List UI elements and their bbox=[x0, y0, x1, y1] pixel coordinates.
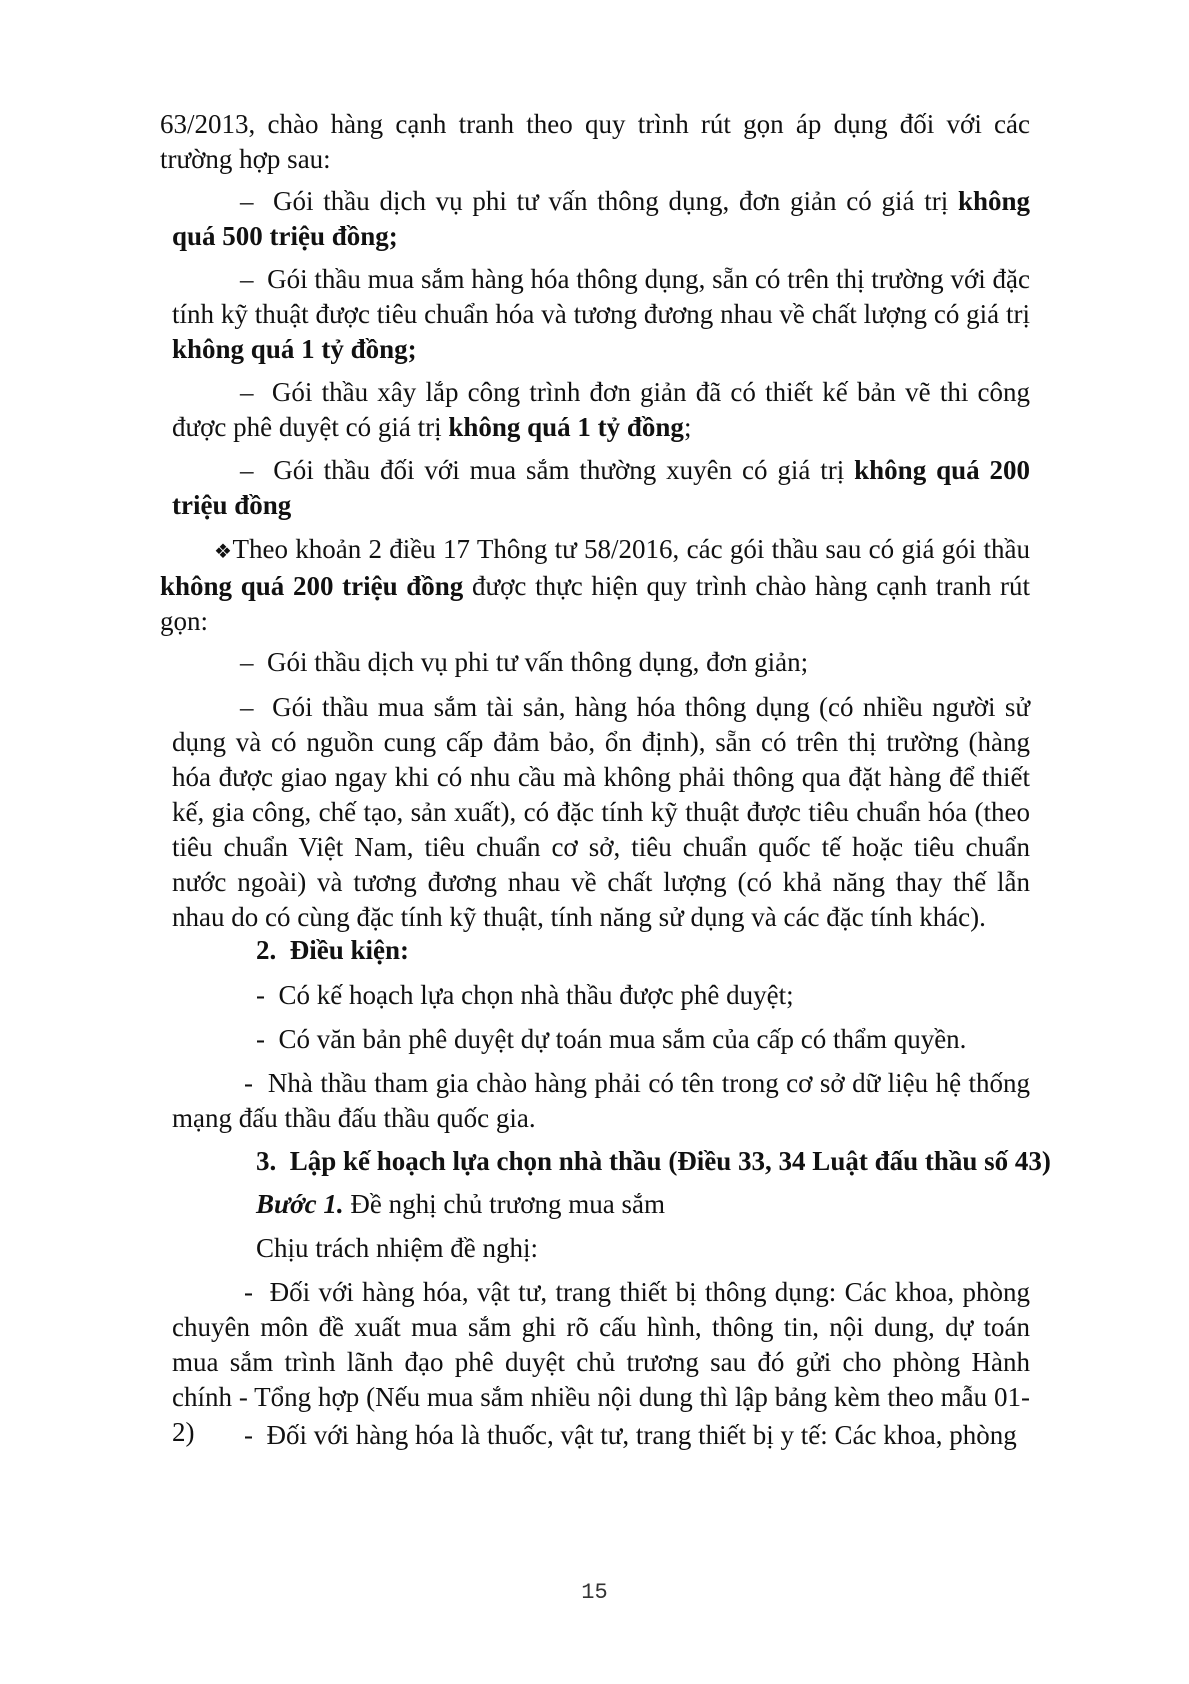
section-number: 2. bbox=[256, 935, 277, 965]
bold-amount: không quá 500 triệu đồng; bbox=[172, 186, 1030, 251]
responsibility-item bbox=[172, 1418, 1030, 1453]
responsibility-text: Chịu trách nhiệm đề nghị: bbox=[256, 1233, 538, 1263]
bold-amount: không quá 200 triệu đồng bbox=[160, 571, 464, 601]
bold-amount: không quá 200 triệu đồng bbox=[172, 455, 1030, 520]
bold-amount: không quá 1 tỷ đồng bbox=[448, 412, 684, 442]
dash-marker: – bbox=[240, 264, 254, 294]
dash-marker: - bbox=[244, 1068, 253, 1098]
list-item-text: Gói thầu mua sắm tài sản, hàng hóa thông dụng (có nhiều người sử dụng và có nguồn cung cấp đảm bảo, ổn định), sẵn có trên thị trường (hàng hóa được giao ngay khi có nhu cầu mà không phải thông qua đặt hàng để thiết kế, gia công, chế tạo, sản xuất), có đặc tính kỹ thuật được tiêu chuẩn hóa (theo tiêu chuẩn Việt Nam, tiêu chuẩn cơ sở, tiêu chuẩn quốc tế hoặc tiêu chuẩn nước ngoài) và tương đương nhau về chất lượng (có khả năng thay thế lẫn nhau do có cùng đặc tính kỹ thuật, tính năng sử dụng và các đặc tính khác). bbox=[172, 692, 1031, 932]
section-heading bbox=[256, 933, 409, 968]
diamond-bullet-icon: ❖ bbox=[214, 539, 233, 563]
responsibility-label bbox=[256, 1231, 538, 1266]
responsibility-text: Đối với hàng hóa, vật tư, trang thiết bị thông dụng: Các khoa, phòng chuyên môn đề xuất mua sắm ghi rõ cấu hình, thông tin, nội dung, dự toán mua sắm trình lãnh đạo phê duyệt chủ trương sau đó gửi cho phòng Hành chính - Tổng hợp (Nếu mua sắm nhiều nội dung thì lập bảng kèm theo mẫu 01-2) bbox=[172, 1277, 1030, 1447]
section-title: Lập kế hoạch lựa chọn nhà thầu (Điều 33, 34 Luật đấu thầu số 43) bbox=[289, 1146, 1051, 1176]
list-item-text: Gói thầu xây lắp công trình đơn giản đã có thiết kế bản vẽ thi công được phê duyệt có giá trị bbox=[172, 377, 1031, 442]
page-number: 15 bbox=[581, 1580, 608, 1605]
condition-text: Nhà thầu tham gia chào hàng phải có tên trong cơ sở dữ liệu hệ thống mạng đấu thầu đấu thầu quốc gia. bbox=[172, 1068, 1030, 1133]
dash-marker: - bbox=[256, 980, 265, 1010]
step-line bbox=[256, 1187, 665, 1222]
responsibility-text: Đối với hàng hóa là thuốc, vật tư, trang thiết bị y tế: Các khoa, phòng bbox=[266, 1420, 1017, 1450]
section-title: Điều kiện: bbox=[289, 935, 410, 965]
dash-marker: - bbox=[244, 1420, 253, 1450]
list-item bbox=[172, 262, 1030, 367]
intro-paragraph bbox=[160, 107, 1030, 177]
condition-item bbox=[172, 1066, 1030, 1136]
list-item bbox=[172, 690, 1030, 935]
condition-item bbox=[256, 1022, 966, 1057]
condition-text: Có kế hoạch lựa chọn nhà thầu được phê duyệt; bbox=[278, 980, 794, 1010]
section-heading bbox=[256, 1144, 1051, 1179]
list-item bbox=[172, 453, 1030, 523]
note-paragraph bbox=[160, 532, 1030, 639]
dash-marker: – bbox=[240, 692, 254, 722]
list-item-text: Gói thầu dịch vụ phi tư vấn thông dụng, đơn giản; bbox=[267, 647, 809, 677]
list-item-suffix: ; bbox=[683, 412, 692, 442]
condition-text: Có văn bản phê duyệt dự toán mua sắm của cấp có thẩm quyền. bbox=[278, 1024, 967, 1054]
dash-marker: - bbox=[256, 1024, 265, 1054]
list-item-text: Gói thầu đối với mua sắm thường xuyên có giá trị bbox=[273, 455, 855, 485]
intro-text: 63/2013, chào hàng cạnh tranh theo quy trình rút gọn áp dụng đối với các trường hợp sau: bbox=[160, 109, 1030, 174]
list-item-text: Gói thầu dịch vụ phi tư vấn thông dụng, đơn giản có giá trị bbox=[272, 186, 958, 216]
bold-amount: không quá 1 tỷ đồng; bbox=[172, 334, 417, 364]
dash-marker: – bbox=[240, 377, 254, 407]
note-text-suffix: được thực hiện quy trình chào hàng cạnh tranh rút gọn: bbox=[160, 571, 1030, 636]
list-item-text: Gói thầu mua sắm hàng hóa thông dụng, sẵn có trên thị trường với đặc tính kỹ thuật được tiêu chuẩn hóa và tương đương nhau về chất lượng có giá trị bbox=[172, 264, 1030, 329]
list-item bbox=[172, 375, 1030, 445]
list-item bbox=[172, 645, 1030, 680]
step-label: Bước 1. bbox=[256, 1189, 344, 1219]
dash-marker: - bbox=[244, 1277, 253, 1307]
dash-marker: – bbox=[240, 647, 254, 677]
condition-item bbox=[256, 978, 794, 1013]
dash-marker: – bbox=[240, 186, 254, 216]
note-text: Theo khoản 2 điều 17 Thông tư 58/2016, các gói thầu sau có giá gói thầu bbox=[232, 534, 1030, 564]
section-number: 3. bbox=[256, 1146, 277, 1176]
dash-marker: – bbox=[240, 455, 254, 485]
step-text: Đề nghị chủ trương mua sắm bbox=[343, 1189, 666, 1219]
list-item bbox=[172, 184, 1030, 254]
